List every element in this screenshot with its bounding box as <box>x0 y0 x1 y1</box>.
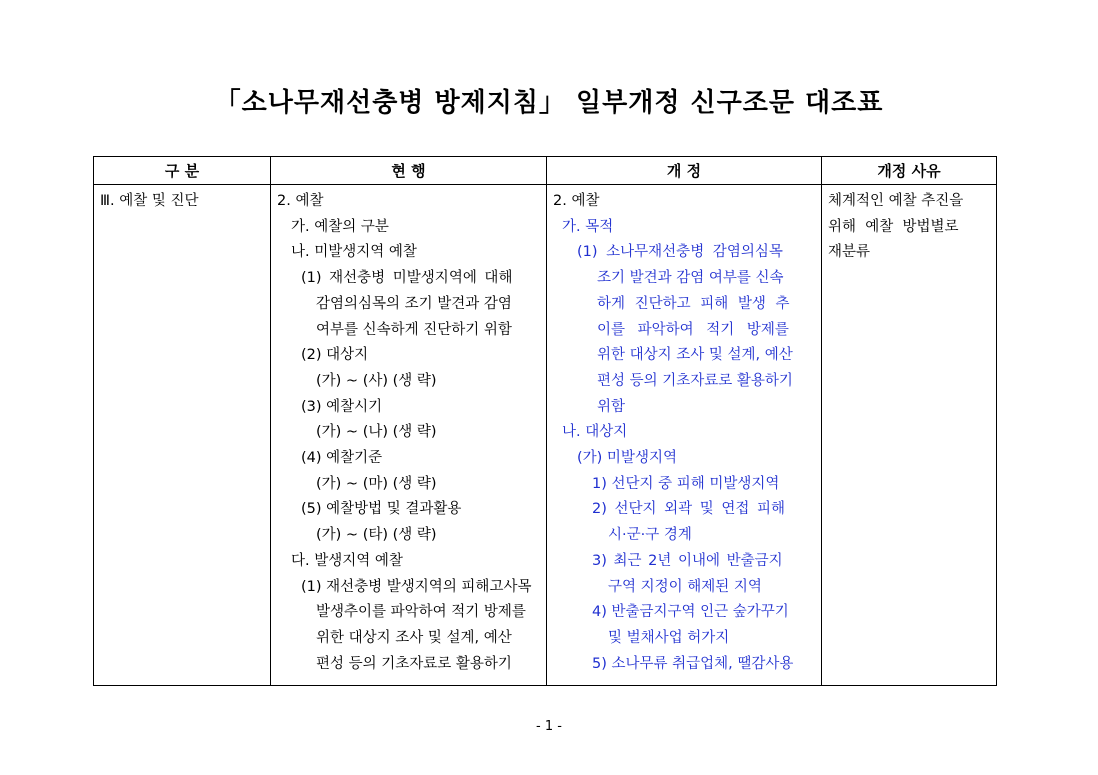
header-reason: 개정 사유 <box>822 157 997 185</box>
category-text: Ⅲ. 예찰 및 진단 <box>100 193 199 209</box>
header-row <box>94 157 997 185</box>
category-cell <box>94 185 271 686</box>
document-title: 「소나무재선충병 방제지침」 일부개정 신구조문 대조표 <box>214 88 884 118</box>
current-text-cell <box>271 185 547 686</box>
current-line: (1) 재선충병 미발생지역에 대해 <box>301 270 513 287</box>
revised-line: 구역 지정이 해제된 지역 <box>608 578 762 595</box>
current-line: (가) ~ (타) (생 략) <box>316 527 437 544</box>
revised-line: 조기 발견과 감염 여부를 신속 <box>597 270 784 287</box>
revised-text-cell <box>547 185 822 686</box>
revised-line: 2) 선단지 외곽 및 연접 피해 <box>592 501 785 518</box>
revised-line: 하게 진단하고 피해 발생 추 <box>597 295 790 312</box>
revised-line: 5) 소나무류 취급업체, 땔감사용 <box>592 655 794 672</box>
reason-line: 재분류 <box>828 244 871 261</box>
table-row <box>94 185 997 686</box>
header-revised: 개 정 <box>547 157 822 185</box>
current-line: 감염의심목의 조기 발견과 감염 <box>316 295 512 312</box>
revised-line: 위한 대상지 조사 및 설계, 예산 <box>597 347 793 364</box>
current-line: (5) 예찰방법 및 결과활용 <box>301 501 462 518</box>
revised-line: 시·군·구 경계 <box>608 527 692 544</box>
current-line: (3) 예찰시기 <box>301 398 383 415</box>
current-line: 2. 예찰 <box>277 193 324 209</box>
current-line: 발생추이를 파악하여 적기 방제를 <box>316 604 526 621</box>
revised-line: 위함 <box>597 398 626 415</box>
current-line: (2) 대상지 <box>301 347 369 364</box>
current-line: (가) ~ (나) (생 략) <box>316 424 437 441</box>
reason-line: 위해 예찰 방법별로 <box>828 218 959 235</box>
current-line: 위한 대상지 조사 및 설계, 예산 <box>316 629 512 646</box>
current-line: 가. 예찰의 구분 <box>291 218 389 235</box>
current-line: 나. 미발생지역 예찰 <box>291 244 417 261</box>
current-line: (1) 재선충병 발생지역의 피해고사목 <box>301 578 532 595</box>
revised-line: 이를 파악하여 적기 방제를 <box>597 321 789 338</box>
current-line: (가) ~ (마) (생 략) <box>316 475 437 492</box>
revised-line: 나. 대상지 <box>562 424 628 441</box>
revised-line: 편성 등의 기초자료로 활용하기 <box>597 372 793 389</box>
revised-line: 및 벌채사업 허가지 <box>608 629 730 646</box>
revised-line: (가) 미발생지역 <box>577 450 677 467</box>
comparison-table <box>93 156 997 686</box>
page-number: - 1 - <box>536 719 562 734</box>
header-category: 구 분 <box>94 157 271 185</box>
current-line: (가) ~ (사) (생 략) <box>316 372 437 389</box>
revised-line: (1) 소나무재선충병 감염의심목 <box>577 244 783 261</box>
current-line: (4) 예찰기준 <box>301 450 383 467</box>
current-line: 다. 발생지역 예찰 <box>291 552 403 569</box>
reason-cell <box>822 185 997 686</box>
current-line: 여부를 신속하게 진단하기 위함 <box>316 321 512 338</box>
current-line: 편성 등의 기초자료로 활용하기 <box>316 655 512 672</box>
revised-line: 2. 예찰 <box>553 193 600 209</box>
revised-line: 4) 반출금지구역 인근 숲가꾸기 <box>592 604 789 621</box>
revised-line: 1) 선단지 중 피해 미발생지역 <box>592 475 780 492</box>
header-current: 현 행 <box>271 157 547 185</box>
reason-line: 체계적인 예찰 추진을 <box>828 193 964 209</box>
revised-line: 가. 목적 <box>562 218 614 235</box>
revised-line: 3) 최근 2년 이내에 반출금지 <box>592 552 783 569</box>
